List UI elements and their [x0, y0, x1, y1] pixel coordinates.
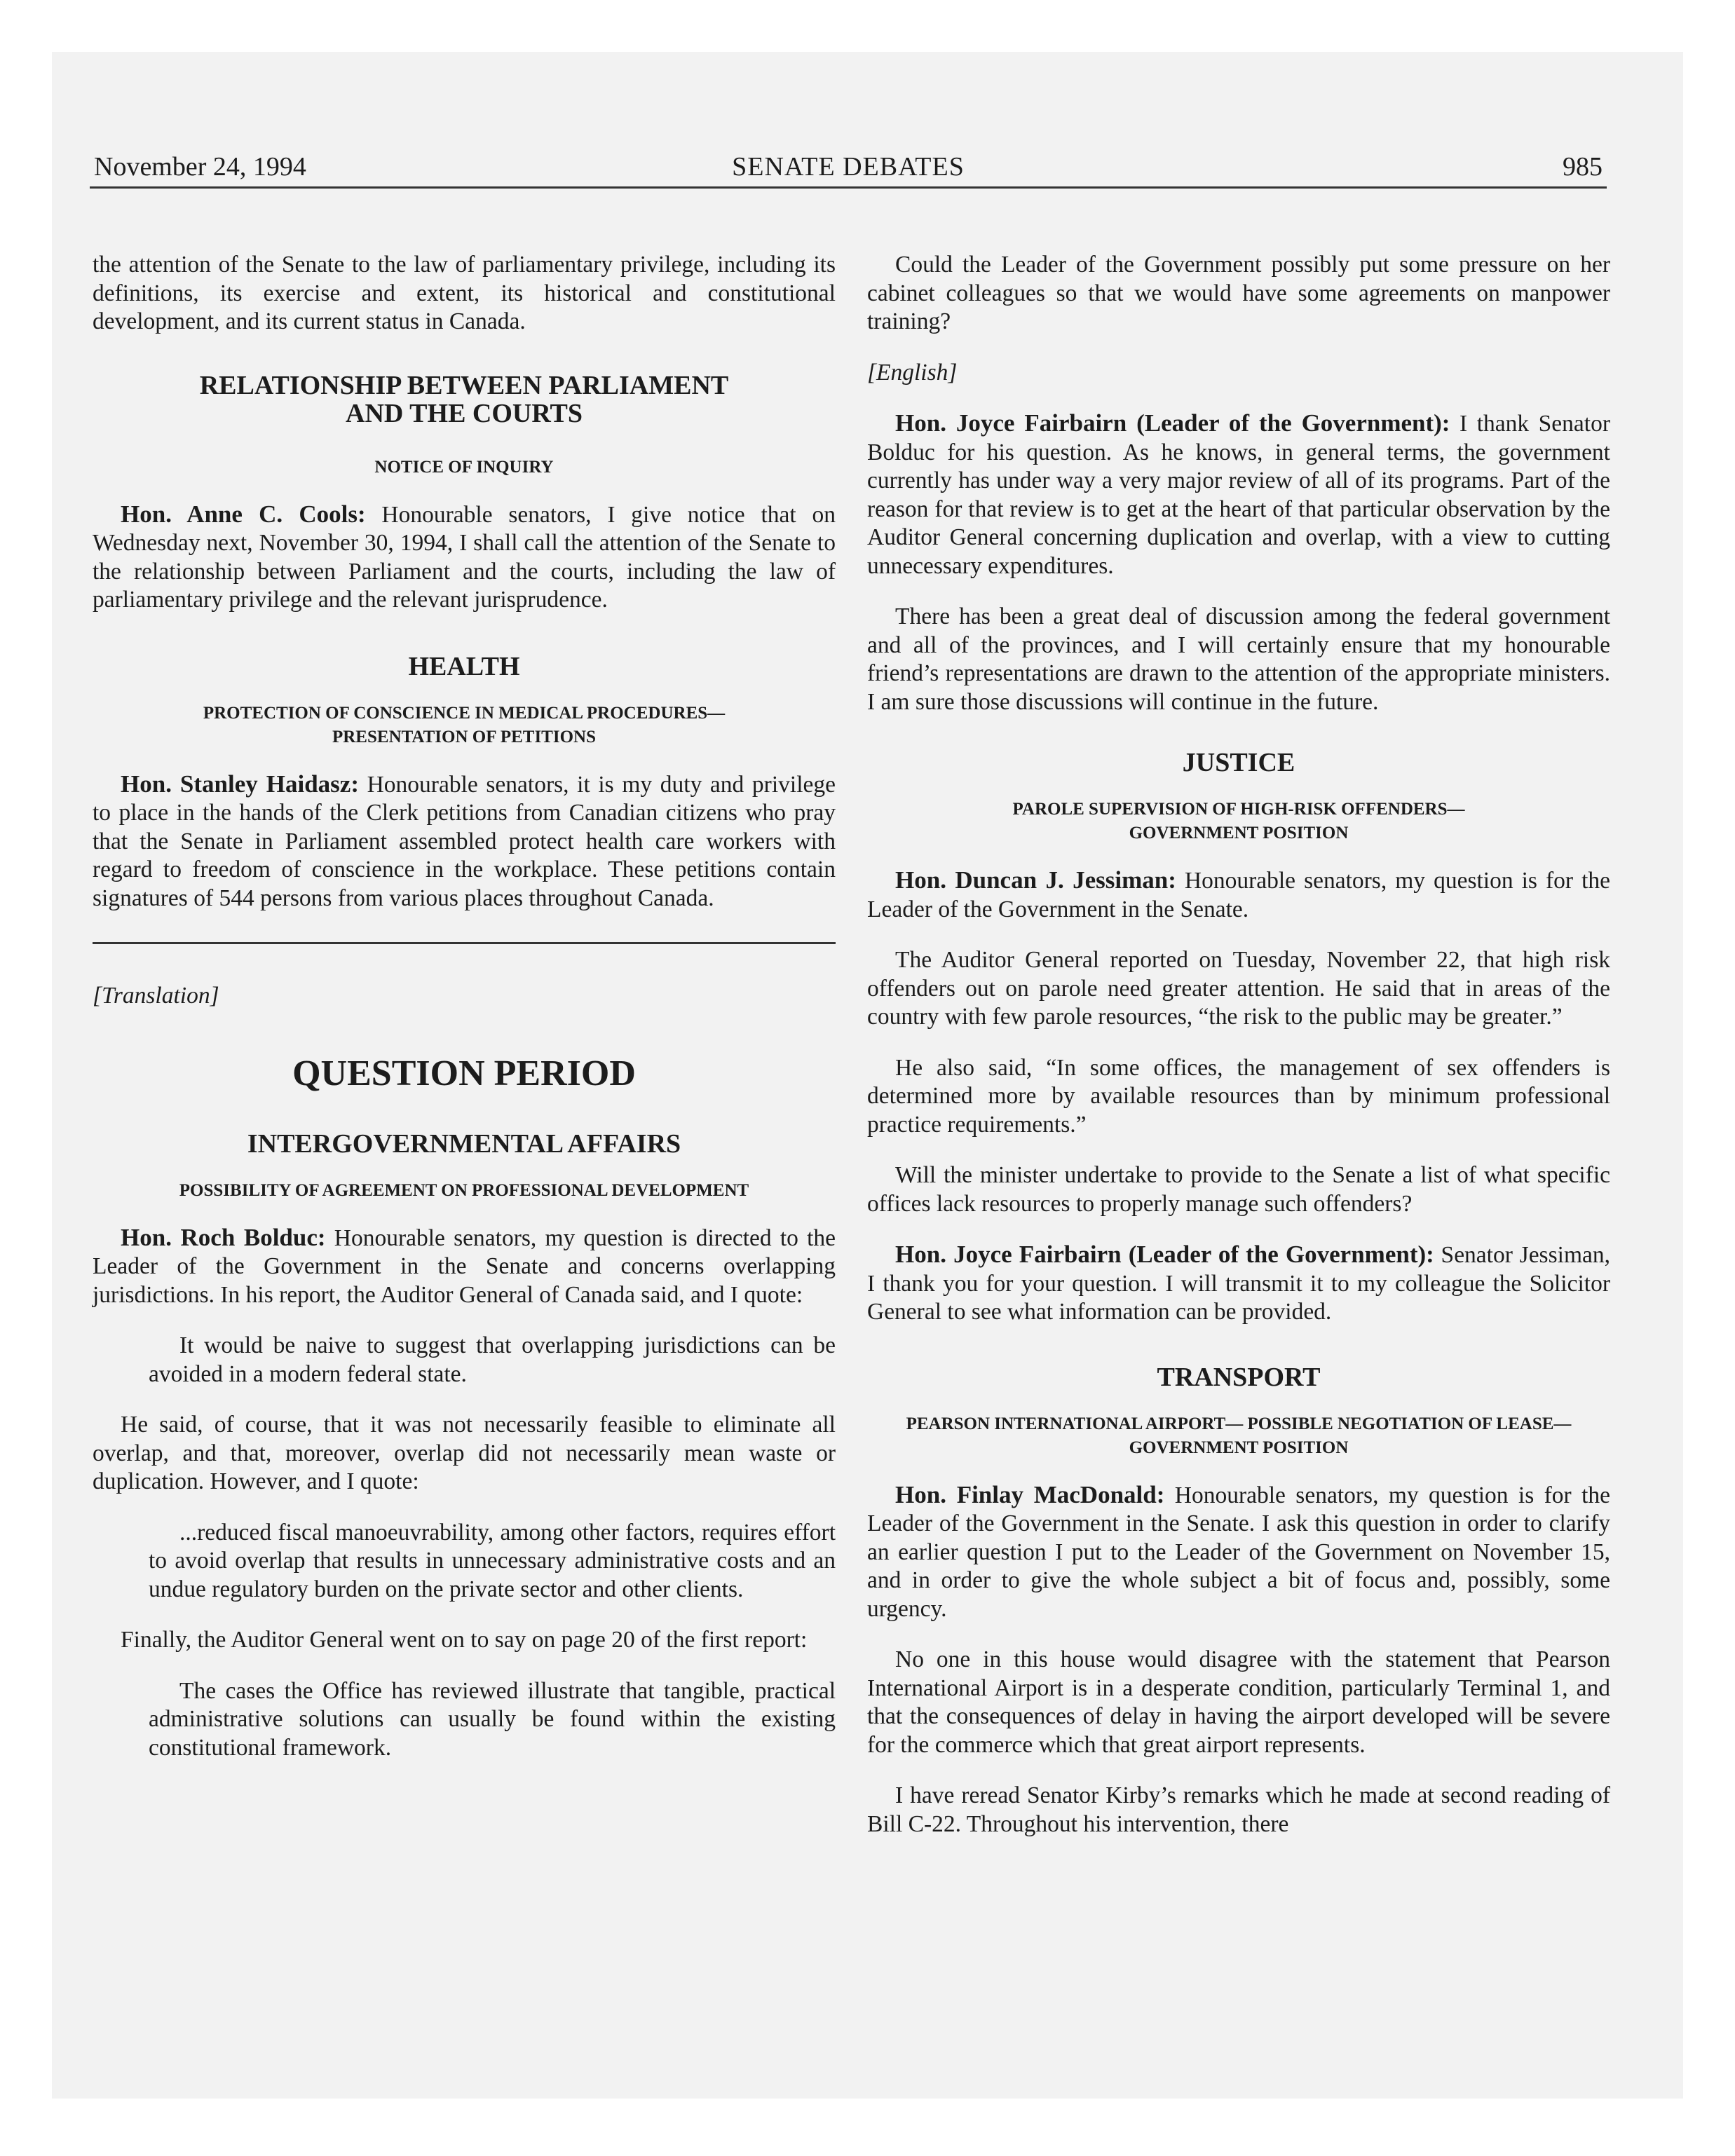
- speaker-name: Hon. Joyce Fairbairn (Leader of the Government):: [895, 1241, 1434, 1268]
- speech-paragraph: [867, 866, 1610, 924]
- paragraph: No one in this house would disagree with the statement that Pearson International Airport is in a desperate condition, particularly Terminal 1, and that the consequences of delay in having the airport developed will be severe for the commerce which that great airport represents.: [867, 1646, 1610, 1758]
- paragraph: the attention of the Senate to the law of parliamentary privilege, including its definitions, its exercise and extent, its historical and constitutional development, and its current status in Canada.: [93, 252, 836, 334]
- speaker-name: Hon. Stanley Haidasz:: [121, 770, 359, 798]
- subsection-heading: PEARSON INTERNATIONAL AIRPORT— POSSIBLE NEGOTIATION OF LEASE—GOVERNMENT POSITION: [906, 1414, 1572, 1457]
- page-header: [90, 147, 1607, 189]
- divider: [93, 942, 836, 944]
- section-heading: TRANSPORT: [1157, 1362, 1321, 1392]
- speech-text: Honourable senators, my question is directed to the Leader of the Government in the Senate and concerns overlapping jurisdictions. In his report, the Auditor General of Canada said, and I quote:: [93, 1224, 836, 1308]
- paragraph: Could the Leader of the Government possibly put some pressure on her cabinet colleagues so that we would have some agreements on manpower training?: [867, 252, 1610, 334]
- section-heading: RELATIONSHIP BETWEEN PARLIAMENT AND THE COURTS: [199, 370, 729, 428]
- speech-paragraph: [867, 409, 1610, 580]
- speech-paragraph: [93, 1224, 836, 1310]
- block-quote: ...reduced fiscal manoeuvrability, among other factors, requires effort to avoid overlap that results in unnecessary administrative costs and an undue regulatory burden on the private sector and other clients.: [149, 1519, 836, 1602]
- section-heading: HEALTH: [408, 651, 520, 681]
- subsection-heading: PROTECTION OF CONSCIENCE IN MEDICAL PROCEDURES— PRESENTATION OF PETITIONS: [203, 703, 726, 746]
- subsection-heading: POSSIBILITY OF AGREEMENT ON PROFESSIONAL DEVELOPMENT: [179, 1180, 749, 1200]
- right-column: [867, 251, 1610, 1838]
- subsection-heading: PAROLE SUPERVISION OF HIGH-RISK OFFENDERS— GOVERNMENT POSITION: [1012, 800, 1465, 842]
- speech-paragraph: [93, 500, 836, 615]
- page-number: 985: [1563, 152, 1603, 182]
- paragraph: There has been a great deal of discussion among the federal government and all of the provinces, and I will certainly ensure that my honourable friend’s representations are drawn to the attention of the appropriate ministers. I am sure those discussions will continue in the future.: [867, 603, 1610, 715]
- paragraph: He said, of course, that it was not necessarily feasible to eliminate all overlap, and that, moreover, overlap did not necessarily mean waste or duplication. However, and I quote:: [93, 1412, 836, 1494]
- speech-paragraph: [867, 1481, 1610, 1624]
- speaker-name: Hon. Roch Bolduc:: [121, 1223, 326, 1251]
- speaker-name: Hon. Anne C. Cools:: [121, 500, 366, 528]
- paragraph: Will the minister undertake to provide to the Senate a list of what specific offices lack resources to properly manage such offenders?: [867, 1162, 1610, 1217]
- speech-text: Honourable senators, I give notice that on Wednesday next, November 30, 1994, I shall call the attention of the Senate to the relationship between Parliament and the courts, including the law of parliamentary privilege and the relevant jurisprudence.: [93, 501, 836, 613]
- subsection-heading: NOTICE OF INQUIRY: [374, 457, 554, 477]
- paragraph: I have reread Senator Kirby’s remarks which he made at second reading of Bill C-22. Throughout his intervention, there: [867, 1782, 1610, 1837]
- paragraph: The Auditor General reported on Tuesday, November 22, that high risk offenders out on parole need greater attention. He said that in areas of the country with few parole resources, “the risk to the public may be greater.”: [867, 947, 1610, 1030]
- speaker-name: Hon. Finlay MacDonald:: [895, 1480, 1165, 1508]
- language-marker: [English]: [867, 359, 958, 386]
- question-period-title: QUESTION PERIOD: [292, 1053, 636, 1093]
- block-quote: The cases the Office has reviewed illustrate that tangible, practical administrative solutions can usually be found within the existing constitutional framework.: [149, 1677, 836, 1761]
- header-date: November 24, 1994: [94, 152, 306, 182]
- paragraph: Finally, the Auditor General went on to say on page 20 of the first report:: [121, 1627, 808, 1653]
- speaker-name: Hon. Duncan J. Jessiman:: [895, 866, 1176, 894]
- speech-text: Honourable senators, my question is for the Leader of the Government in the Senate. I ask this question in order to clarify an earlier question I put to the Leader of the Government on November 15, and in order to give the whole subject a bit of focus and, possibly, some urgency.: [867, 1482, 1611, 1622]
- speech-text: Honourable senators, my question is for the Leader of the Government in the Senate.: [867, 868, 1611, 922]
- paragraph: He also said, “In some offices, the management of sex offenders is determined more by available resources than by minimum professional practice requirements.”: [867, 1054, 1610, 1138]
- language-marker: [Translation]: [93, 983, 219, 1009]
- speaker-name: Hon. Joyce Fairbairn (Leader of the Government):: [895, 409, 1450, 437]
- section-heading: INTERGOVERNMENTAL AFFAIRS: [247, 1128, 681, 1159]
- header-title: SENATE DEBATES: [732, 152, 965, 182]
- block-quote: It would be naive to suggest that overlapping jurisdictions can be avoided in a modern federal state.: [149, 1332, 836, 1387]
- left-column: [93, 251, 836, 1785]
- speech-paragraph: [93, 770, 836, 913]
- speech-text: I thank Senator Bolduc for his question. As he knows, in general terms, the government currently has under way a very major review of all of its programs. Part of the reason for that review is to get at the heart of that particular observation by the Auditor General concerning duplication and overlap, with a view to cutting unnecessary expenditures.: [867, 411, 1611, 579]
- section-heading: JUSTICE: [1182, 748, 1295, 777]
- speech-text: Senator Jessiman, I thank you for your question. I will transmit it to my colleague the Solicitor General to see what information can be provided.: [867, 1242, 1610, 1325]
- speech-text: Honourable senators, it is my duty and privilege to place in the hands of the Clerk petitions from Canadian citizens who pray that the Senate in Parliament assembled protect health care workers with regard to freedom of conscience in the workplace. These petitions contain signatures of 544 persons from various places throughout Canada.: [93, 771, 836, 911]
- speech-paragraph: [867, 1241, 1610, 1327]
